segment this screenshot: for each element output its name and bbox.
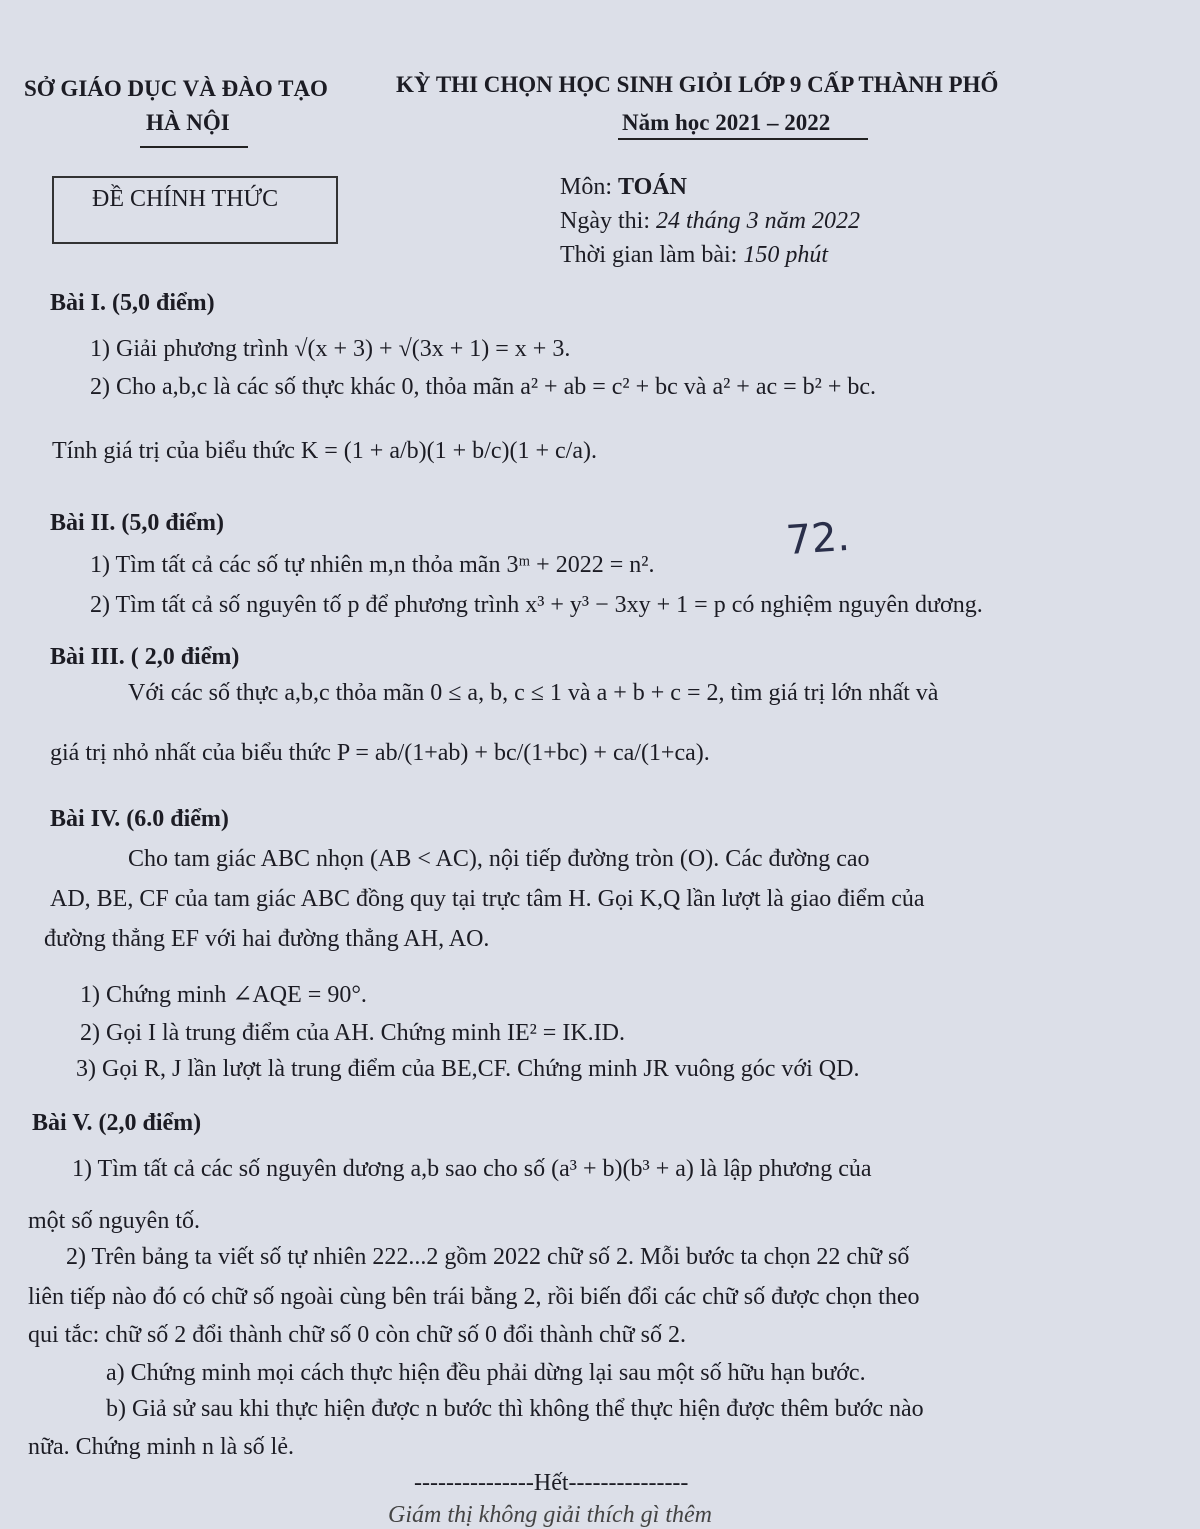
bai4-p2: AD, BE, CF của tam giác ABC đồng quy tại trực tâm H. Gọi K,Q lần lượt là giao điểm của [50, 886, 925, 912]
year-underline [618, 138, 868, 140]
bai4-p3: đường thẳng EF với hai đường thẳng AH, AO. [44, 926, 490, 952]
bai5-q2c: qui tắc: chữ số 2 đổi thành chữ số 0 còn chữ số 0 đổi thành chữ số 2. [28, 1322, 686, 1348]
city-name: HÀ NỘI [146, 110, 230, 135]
end-marker: ---------------Hết--------------- [414, 1470, 689, 1496]
bai5-qb1: b) Giả sử sau khi thực hiện được n bước thì không thể thực hiện được thêm bước nào [106, 1396, 924, 1422]
bai2-q2: 2) Tìm tất cả số nguyên tố p để phương trình x³ + y³ − 3xy + 1 = p có nghiệm nguyên dương. [90, 592, 983, 618]
bai4-p1: Cho tam giác ABC nhọn (AB < AC), nội tiếp đường tròn (O). Các đường cao [128, 846, 870, 872]
date-label: Ngày thi: [560, 208, 656, 234]
bai5-q2b: liên tiếp nào đó có chữ số ngoài cùng bên trái bằng 2, rồi biến đổi các chữ số được chọn theo [28, 1284, 920, 1310]
bai2-title: Bài II. (5,0 điểm) [50, 510, 224, 536]
bai4-title: Bài IV. (6.0 điểm) [50, 806, 229, 832]
official-label: ĐỀ CHÍNH THỨC [92, 186, 279, 212]
bai1-q2b: Tính giá trị của biểu thức K = (1 + a/b)(1 + b/c)(1 + c/a). [52, 438, 597, 464]
proctor-note: Giám thị không giải thích gì thêm [388, 1502, 712, 1528]
subject-value: TOÁN [618, 174, 687, 200]
subject-label: Môn: [560, 174, 619, 200]
school-year: Năm học 2021 – 2022 [622, 110, 831, 135]
bai4-q3: 3) Gọi R, J lần lượt là trung điểm của BE,CF. Chứng minh JR vuông góc với QD. [76, 1056, 860, 1082]
time-value: 150 phút [743, 242, 828, 268]
bai3-line2: giá trị nhỏ nhất của biểu thức P = ab/(1+ab) + bc/(1+bc) + ca/(1+ca). [50, 740, 710, 766]
time-line [560, 242, 828, 269]
bai1-title: Bài I. (5,0 điểm) [50, 290, 215, 316]
bai3-line1: Với các số thực a,b,c thỏa mãn 0 ≤ a, b, c ≤ 1 và a + b + c = 2, tìm giá trị lớn nhất và [128, 680, 939, 706]
bai4-q1: 1) Chứng minh ∠AQE = 90°. [80, 982, 367, 1008]
department-name: SỞ GIÁO DỤC VÀ ĐÀO TẠO [24, 76, 328, 101]
time-label: Thời gian làm bài: [560, 242, 744, 268]
bai2-q1: 1) Tìm tất cả các số tự nhiên m,n thỏa mãn 3ᵐ + 2022 = n². [90, 552, 655, 578]
bai5-qb2: nữa. Chứng minh n là số lẻ. [28, 1434, 294, 1460]
bai1-q2: 2) Cho a,b,c là các số thực khác 0, thỏa mãn a² + ab = c² + bc và a² + ac = b² + bc. [90, 374, 877, 400]
bai5-title: Bài V. (2,0 điểm) [32, 1110, 202, 1136]
exam-title: KỲ THI CHỌN HỌC SINH GIỎI LỚP 9 CẤP THÀNH PHỐ [396, 72, 999, 97]
date-line [560, 208, 860, 235]
bai5-q1b: một số nguyên tố. [28, 1208, 200, 1234]
bai5-q2a: 2) Trên bảng ta viết số tự nhiên 222...2 gồm 2022 chữ số 2. Mỗi bước ta chọn 22 chữ số [66, 1244, 910, 1270]
bai5-q1a: 1) Tìm tất cả các số nguyên dương a,b sao cho số (a³ + b)(b³ + a) là lập phương của [72, 1156, 872, 1182]
bai4-q2: 2) Gọi I là trung điểm của AH. Chứng minh IE² = IK.ID. [80, 1020, 625, 1046]
bai5-qa: a) Chứng minh mọi cách thực hiện đều phải dừng lại sau một số hữu hạn bước. [106, 1360, 866, 1386]
handwritten-note: 72. [784, 513, 852, 565]
city-underline [140, 146, 248, 148]
bai3-title: Bài III. ( 2,0 điểm) [50, 644, 240, 670]
bai1-q1: 1) Giải phương trình √(x + 3) + √(3x + 1) = x + 3. [90, 336, 571, 362]
date-value: 24 tháng 3 năm 2022 [656, 208, 860, 234]
subject-line [560, 174, 687, 201]
